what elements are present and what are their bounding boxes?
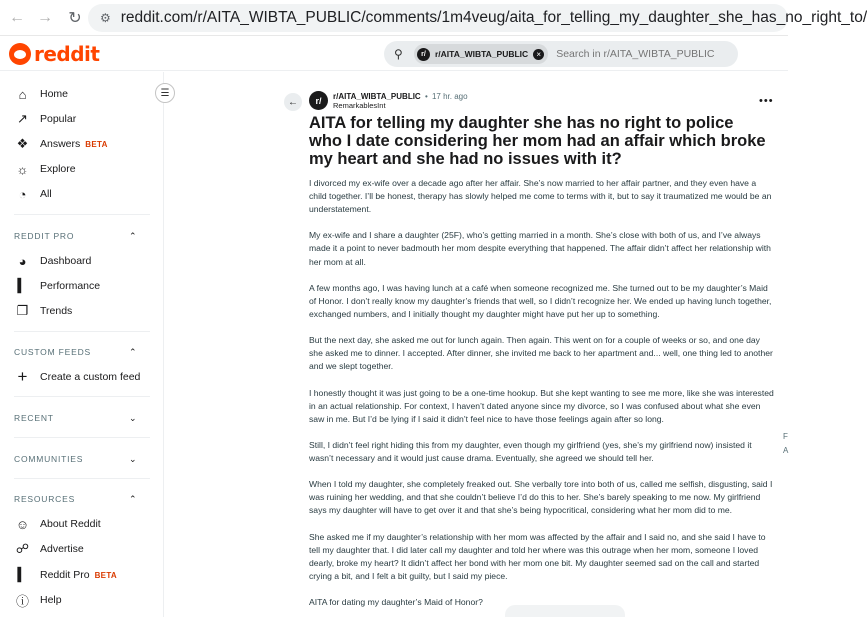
section-title: COMMUNITIES [14, 454, 84, 464]
sidebar-item-explore[interactable] [0, 158, 164, 180]
post-paragraph: AITA for dating my daughter’s Maid of Honor? [309, 597, 483, 607]
sidebar-item-dashboard[interactable] [0, 250, 164, 272]
left-sidebar [0, 72, 164, 617]
post-paragraph: When I told my daughter, she completely freaked out. She verbally tore into both of us, called me selfish, disgusting, said I was ruining her wedding, and that she couldn’t believe I’d do this to her. She’s barely speaking to me now. My girlfriend says my daughter will have to get over it and that she’s being hypocritical, considering what her mom did to me. [309, 479, 773, 516]
sidebar-item-about-reddit[interactable] [0, 513, 164, 535]
divider [14, 396, 150, 397]
post-paragraph: But the next day, she asked me out for lunch again. Then again. This went on for a couple of weeks or so, and one day she asked me to dinner. I accepted. After dinner, she invited me back to her apartment and... well, one thing led to another and we slept together. [309, 335, 773, 372]
sidebar-item-label: Reddit Pro [40, 569, 90, 581]
post-paragraph: A few months ago, I was having lunch at a café when someone recognized me. She turned out to be my daughter’s Maid of Honor. I don’t really know my daughter’s friends that well, so I didn’t recognize her. We ended up having lunch together, exchanged numbers, and I initially thought my daughter might have put her up to something. [309, 282, 772, 319]
logo-text: reddit [34, 42, 100, 66]
sidebar-item-label: Trends [40, 305, 73, 317]
sidebar-item-help[interactable] [0, 589, 164, 611]
post-body [309, 177, 775, 622]
beta-badge: BETA [94, 570, 117, 580]
post-meta [333, 92, 468, 101]
sidebar-item-label: All [40, 188, 52, 200]
arrow-left-icon[interactable]: ← [9, 8, 25, 26]
advertise-icon: ☍ [15, 541, 30, 556]
chevron-up-icon[interactable]: ⌃ [129, 230, 138, 241]
performance-icon: ▍ [17, 278, 28, 293]
more-options-icon[interactable]: ••• [759, 95, 774, 107]
post-paragraph: My ex-wife and I share a daughter (25F), who’s getting married in a month. She’s close with both of us, and I’ve always made it a point to never badmouth her mom despite everything that happened. The affair didn’t affect her relationship with her mom at all. [309, 230, 771, 267]
all-icon: ◔ [18, 186, 27, 202]
section-recent[interactable] [0, 409, 164, 427]
reddit-pro-icon: ▍ [17, 567, 28, 582]
sidebar-item-label: Home [40, 88, 69, 100]
help-icon: ⓘ [15, 593, 29, 609]
divider [14, 214, 150, 215]
chevron-up-icon[interactable]: ⌃ [129, 346, 138, 357]
sidebar-item-performance[interactable] [0, 275, 164, 297]
beta-badge: BETA [85, 139, 108, 149]
section-custom-feeds[interactable] [0, 343, 164, 361]
sidebar-item-trends[interactable] [0, 300, 164, 322]
search-icon: ⚲ [394, 47, 403, 61]
sidebar-item-advertise[interactable] [0, 538, 164, 560]
post-title: AITA for telling my daughter she has no right to police who I date considering her mom had an affair which broke my heart and she had no issues with it? [309, 114, 766, 168]
post-paragraph: I divorced my ex-wife over a decade ago after her affair. She’s now married to her affair partner, and they even have a child together. I’ll be honest, therapy has slowly helped me come to terms with it, but to say it traumatized me would be an understatement. [309, 178, 772, 215]
url-text[interactable]: reddit.com/r/AITA_WIBTA_PUBLIC/comments/1m4veug/aita_for_telling_my_daughter_she_has_no_right_to/ [120, 9, 867, 26]
dashboard-icon: ◕ [18, 253, 27, 269]
section-title: REDDIT PRO [14, 231, 75, 241]
sidebar-item-label: Dashboard [40, 255, 92, 267]
sidebar-item-label: Popular [40, 113, 77, 125]
search-input[interactable]: Search in r/AITA_WIBTA_PUBLIC [556, 48, 715, 60]
subreddit-search-chip[interactable] [414, 44, 548, 64]
sidebar-item-reddit-pro[interactable] [0, 564, 164, 586]
sidebar-item-answers[interactable] [0, 133, 164, 155]
section-reddit-pro[interactable] [0, 227, 164, 245]
sidebar-item-label: Help [40, 594, 62, 606]
snoo-icon [9, 43, 31, 65]
section-communities[interactable] [0, 450, 164, 468]
post-paragraph: Still, I didn’t feel right hiding this from my daughter, even though my girlfriend (yes, she’s my girlfriend now) insisted it wasn’t necessary and it would just cause drama. Eventually, she agreed we should tell her. [309, 439, 752, 463]
sidebar-item-label: Advertise [40, 543, 84, 555]
sidebar-item-label: Answers [40, 138, 81, 150]
chevron-up-icon[interactable]: ⌃ [129, 493, 138, 504]
back-arrow-icon[interactable]: ← [284, 93, 302, 111]
section-title: CUSTOM FEEDS [14, 347, 91, 357]
chevron-down-icon[interactable]: ⌄ [129, 412, 138, 423]
explore-icon: ☼ [16, 161, 29, 177]
divider [14, 437, 150, 438]
tune-icon[interactable]: ⚙ [100, 11, 111, 25]
section-title: RECENT [14, 413, 54, 423]
sidebar-item-home[interactable] [0, 83, 164, 105]
answers-icon: ❖ [16, 136, 29, 151]
sidebar-item-label: About Reddit [40, 518, 101, 530]
address-bar[interactable] [88, 4, 867, 32]
post-paragraph: She asked me if my daughter’s relationship with her mom was affected by the affair and I said no, and she said I have to tell my daughter that. I did later call my daughter and told her where was this outrage when her mom, someone I loved dearly, broke my heart? It didn’t affect her bond with her mom one bit. My daughter seemed sad on the call and started crying a bit, and I felt a bit guilty, but I said my piece. [309, 531, 766, 581]
reload-icon[interactable]: ↻ [68, 9, 82, 27]
sidebar-item-create-custom-feed[interactable] [0, 366, 164, 388]
section-resources[interactable] [0, 490, 164, 508]
browser-toolbar [0, 0, 867, 36]
chip-label: r/AITA_WIBTA_PUBLIC [435, 49, 529, 59]
subreddit-avatar[interactable]: r/ [309, 91, 328, 110]
home-icon: ⌂ [18, 86, 27, 102]
arrow-right-icon[interactable]: → [37, 8, 53, 26]
post-time: 17 hr. ago [431, 92, 468, 101]
sidebar-item-all[interactable] [0, 183, 164, 205]
divider [14, 331, 150, 332]
floating-action-bar [505, 605, 625, 617]
plus-icon: + [17, 367, 28, 386]
reddit-logo[interactable] [9, 42, 99, 66]
post-paragraph: I honestly thought it was just going to be a one-time hookup. But she kept wanting to see me more, like she was interested in an actual relationship. For context, I haven’t dated anyone since my divorce, so I was confused about what she even saw in me. But I’d be lying if I said it didn’t feel nice to have those feelings again after so long. [309, 387, 774, 424]
about-icon: ☺ [15, 516, 30, 532]
trends-icon: ❐ [16, 303, 29, 318]
popular-icon: ↗ [17, 111, 28, 126]
hamburger-menu-icon[interactable]: ☰ [155, 83, 175, 103]
author-link[interactable]: RemarkablesInt [333, 101, 386, 110]
sidebar-item-label: Performance [40, 280, 101, 292]
subreddit-link[interactable]: r/AITA_WIBTA_PUBLIC [333, 92, 421, 101]
sidebar-item-label: Create a custom feed [40, 371, 141, 383]
reddit-header [0, 37, 788, 71]
meta-separator: • [424, 92, 428, 101]
subreddit-avatar: r/ [417, 48, 430, 61]
right-panel-fragment: A [783, 446, 789, 455]
right-panel-fragment: F [783, 432, 788, 441]
sidebar-item-popular[interactable] [0, 108, 164, 130]
chevron-down-icon[interactable]: ⌄ [129, 453, 138, 464]
section-title: RESOURCES [14, 494, 76, 504]
divider [14, 478, 150, 479]
sidebar-item-label: Explore [40, 163, 76, 175]
close-icon[interactable]: × [533, 49, 544, 60]
search-bar[interactable] [384, 41, 738, 67]
